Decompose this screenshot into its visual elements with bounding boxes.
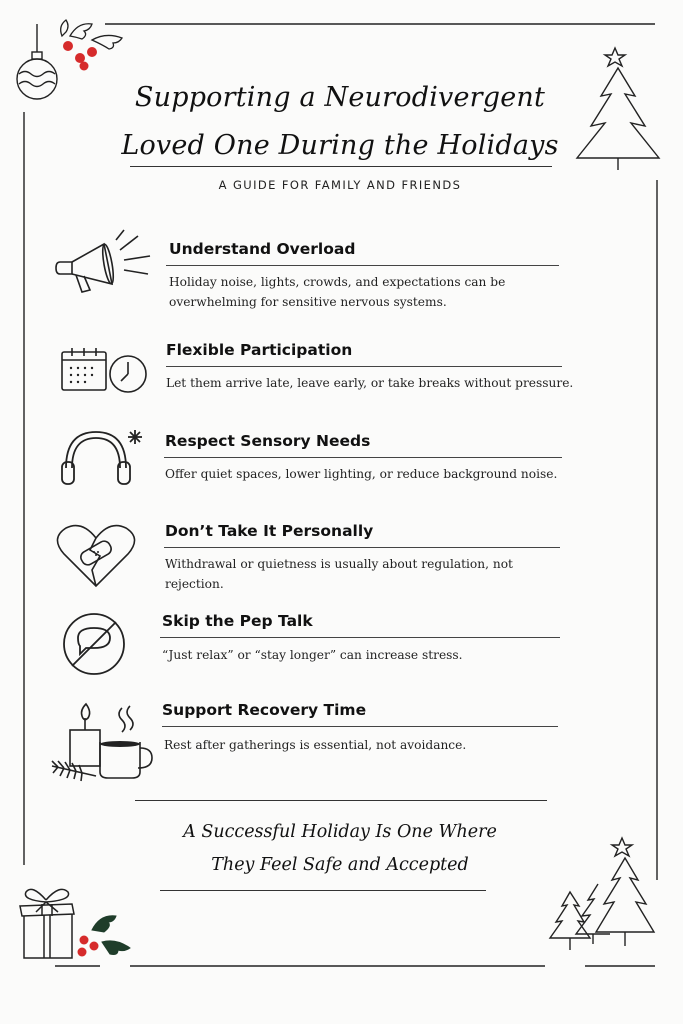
closing-top-rule bbox=[135, 800, 547, 801]
tip-heading: Understand Overload bbox=[169, 240, 356, 258]
tip-body bbox=[165, 554, 575, 594]
tip-divider bbox=[166, 265, 559, 266]
christmas-trees-icon bbox=[548, 836, 660, 956]
closing-message bbox=[140, 816, 540, 882]
tip-divider bbox=[160, 637, 560, 638]
tip-body bbox=[164, 735, 574, 755]
page-subtitle: A GUIDE FOR FAMILY AND FRIENDS bbox=[218, 178, 462, 192]
headphones-icon bbox=[58, 428, 148, 488]
tip-body-line: Let them arrive late, leave early, or take breaks without pressure. bbox=[166, 376, 574, 390]
closing-line-1: A Successful Holiday Is One Where bbox=[183, 822, 497, 842]
title-line-2: Loved One During the Holidays bbox=[121, 130, 559, 161]
megaphone-icon bbox=[54, 228, 154, 298]
tip-heading: Support Recovery Time bbox=[162, 701, 367, 719]
no-talking-icon bbox=[60, 612, 130, 676]
tip-body bbox=[169, 272, 569, 312]
tip-body bbox=[166, 373, 576, 393]
closing-bottom-rule bbox=[160, 890, 486, 891]
title-underline bbox=[130, 166, 552, 167]
tip-heading: Flexible Participation bbox=[166, 341, 353, 359]
tip-body bbox=[162, 645, 572, 665]
tip-body-line: Withdrawal or quietness is usually about regulation, not rejection. bbox=[165, 557, 513, 591]
closing-line-2: They Feel Safe and Accepted bbox=[211, 855, 469, 875]
tip-divider bbox=[166, 366, 562, 367]
tip-body-line: overwhelming for sensitive nervous systems. bbox=[169, 295, 447, 309]
tip-body bbox=[165, 464, 575, 484]
tip-body-line: “Just relax” or “stay longer” can increase stress. bbox=[162, 648, 463, 662]
tip-body-line: Rest after gatherings is essential, not avoidance. bbox=[164, 738, 467, 752]
tip-heading: Don’t Take It Personally bbox=[165, 522, 374, 540]
bandaged-heart-icon bbox=[54, 522, 138, 590]
christmas-tree-icon bbox=[573, 44, 663, 174]
tip-body-line: Offer quiet spaces, lower lighting, or reduce background noise. bbox=[165, 467, 558, 481]
tip-heading: Skip the Pep Talk bbox=[162, 612, 313, 630]
calendar-clock-icon bbox=[60, 344, 152, 396]
tip-divider bbox=[164, 457, 562, 458]
tip-divider bbox=[164, 547, 560, 548]
tip-divider bbox=[162, 726, 558, 727]
gift-icon bbox=[16, 882, 136, 968]
tip-body-line: Holiday noise, lights, crowds, and expectations can be bbox=[169, 275, 506, 289]
title-line-1: Supporting a Neurodivergent bbox=[134, 82, 546, 113]
candle-and-tea-icon bbox=[48, 700, 156, 784]
page-title bbox=[110, 74, 570, 170]
holly-icon bbox=[48, 14, 133, 74]
tip-heading: Respect Sensory Needs bbox=[165, 432, 371, 450]
